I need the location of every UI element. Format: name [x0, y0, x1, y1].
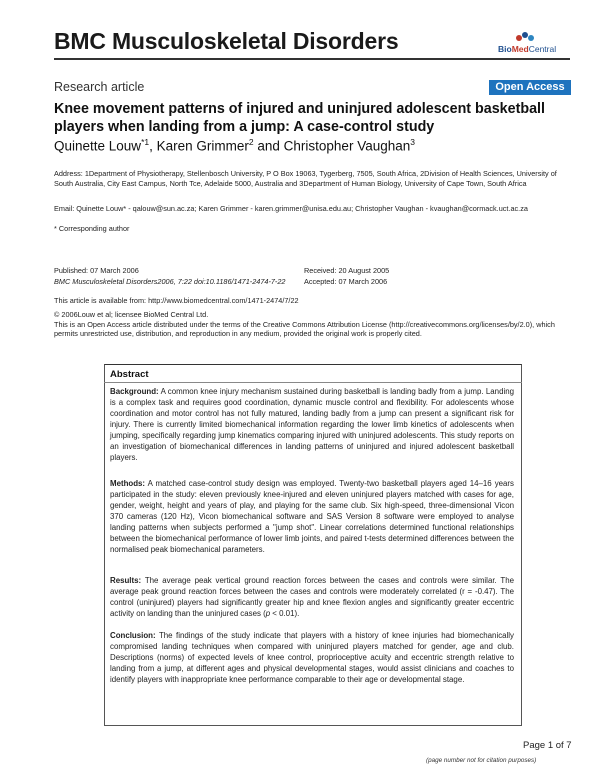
accepted-date: Accepted: 07 March 2006	[304, 277, 388, 287]
page-note: (page number not for citation purposes)	[426, 757, 537, 764]
journal-title: BMC Musculoskeletal Disorders	[54, 28, 399, 54]
published-date: Published: 07 March 2006	[54, 266, 139, 275]
author-name: Karen Grimmer	[156, 138, 249, 154]
section-label: Methods:	[110, 479, 146, 488]
abstract-results: Results: The average peak vertical ground reaction forces between the cases and controls were similar. The average peak ground reaction forces between the cases and controls were moderately correlated (r = -0.47). The control (uninjured) players had significantly greater hip and knee flexion angles and significantly greater eccentric activity on landing than the uninjured cases (p < 0.01).	[110, 576, 514, 618]
received-date: Received: 20 August 2005	[304, 266, 390, 275]
abstract-heading: Abstract	[110, 369, 149, 380]
logo-mark-icon	[514, 30, 536, 44]
author-address: Address: 1Department of Physiotherapy, Stellenbosch University, P O Box 19063, Tygerberg, 7505, South Africa, 2Division of Health Sciences, University of South Australia, City East Campus, North Tce, Adelaide 5000, Australia and 3Department of Human Biology, University of Cape Town, South Africa	[54, 169, 557, 188]
article-type: Research article	[54, 80, 145, 94]
author-emails: Email: Quinette Louw* - qalouw@sun.ac.za; Karen Grimmer - karen.grimmer@unisa.edu.au; Christopher Vaughan - kvaughan@cormack.uct.ac.za	[54, 204, 528, 213]
section-label: Background:	[110, 387, 159, 396]
abstract-rule	[104, 382, 522, 383]
abstract-methods: Methods: A matched case-control study design was employed. Twenty-two basketball players aged 14–16 years participated in the study: eleven previously knee-injured and eleven uninjured players matched with cases for age, gender, weight, height and years of play, and playing for the same club. Six high-speed, three-dimensional Vicon 370 cameras (120 Hz), Vicon biomechanical software and SAS Version 8 software were employed to analyse landing patterns when subjects performed a "jump shot". Linear correlations determined functional relationships between the biomechanical performance of lower limb joints, and paired t-tests determined differences between the normalised peak biomechanical parameters.	[110, 479, 514, 554]
publication-info	[54, 266, 304, 288]
copyright: © 2006Louw et al; licensee BioMed Central Ltd.	[54, 310, 209, 319]
open-access-badge: Open Access	[489, 80, 571, 95]
received-info	[304, 266, 504, 288]
page-number: Page 1 of 7	[523, 740, 572, 751]
abstract-conclusion: Conclusion: The findings of the study indicate that players with a history of knee injuries had biomechanically compromised landing techniques when compared with uninjured players matched for gender, age and club. Descriptions (norms) of expected levels of knee control, proprioceptive acuity and eccentric strength relative to landing from a jump, at different ages and physical developmental stages, would assist clinicians and coaches to identify players with inappropriate knee performance comparable to their age or developmental stage.	[110, 631, 514, 684]
biomed-central-logo: BioMedCentral	[498, 30, 568, 54]
license-text: This is an Open Access article distributed under the terms of the Creative Commons Attribution License (http://creativecommons.org/licenses/by/2.0), which permits unrestricted use, distribution, and reproduction in any medium, provided the original work is properly cited.	[54, 319, 555, 339]
section-label: Conclusion:	[110, 631, 156, 640]
copyright-block	[54, 310, 574, 339]
abstract-background: Background: A common knee injury mechanism sustained during basketball is landing badly from a jump. Landing is a complex task and requires good coordination, dynamic muscle control and flexibility. For adolescents whose coordination and motor control has not fully matured, landing badly from a jump can present a significant risk for injury. There is currently limited biomechanical information regarding the lower limb kinetics of adolescents when jumping, specifically regarding jump kinematics comparing injured with uninjured adolescents. This study reports on an investigation of biomechanical differences in landing patterns of uninjured and injured adolescent basketball players.	[110, 387, 514, 462]
citation: BMC Musculoskeletal Disorders2006, 7:22 doi:10.1186/1471-2474-7-22	[54, 277, 286, 287]
author-name: Quinette Louw	[54, 138, 142, 154]
corresponding-author-note: * Corresponding author	[54, 224, 130, 233]
article-url[interactable]: This article is available from: http://www.biomedcentral.com/1471-2474/7/22	[54, 296, 299, 305]
header-rule	[54, 58, 570, 60]
author-list: Quinette Louw$^{*1}$, Karen Grimmer$^2$ and Christopher Vaughan$^3$	[54, 137, 415, 154]
article-title: Knee movement patterns of injured and uninjured adolescent basketball players when landing from a jump: A case-control study	[54, 101, 545, 135]
author-name: Christopher Vaughan	[283, 138, 411, 154]
section-label: Results:	[110, 576, 142, 585]
